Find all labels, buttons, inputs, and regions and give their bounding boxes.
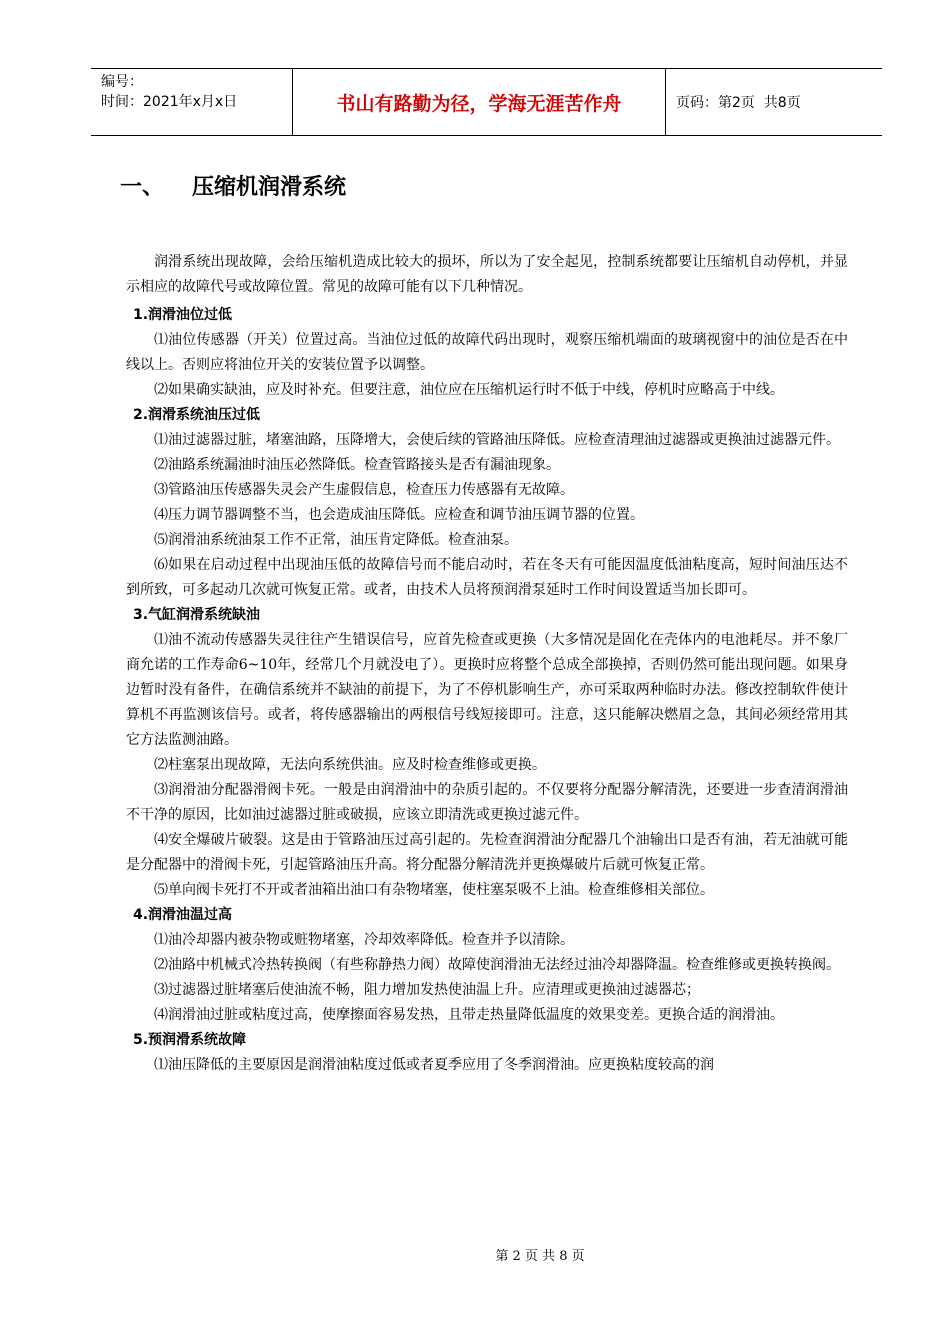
paragraph: ⑵油路中机械式冷热转换阀（有些称静热力阀）故障使润滑油无法经过油冷却器降温。检查维修或更换转换阀。 [154, 957, 840, 973]
paragraph: ⑸单向阀卡死打不开或者油箱出油口有杂物堵塞，使柱塞泵吸不上油。检查维修相关部位。 [154, 882, 714, 898]
paragraph: ⑵柱塞泵出现故障，无法向系统供油。应及时检查维修或更换。 [154, 757, 546, 773]
paragraph: ⑷润滑油过脏或粘度过高，使摩擦面容易发热，且带走热量降低温度的效果变差。更换合适的润滑油。 [154, 1007, 784, 1023]
paragraph: ⑴油冷却器内被杂物或赃物堵塞，冷却效率降低。检查并予以清除。 [154, 932, 574, 948]
paragraph: ⑷安全爆破片破裂。这是由于管路油压过高引起的。先检查润滑油分配器几个油输出口是否有油，若无油就可能是分配器中的滑阀卡死，引起管路油压升高。将分配器分解清洗并更换爆破片后就可恢复正常。 [126, 832, 848, 873]
section-title [120, 170, 346, 201]
header-motto: 书山有路勤为径，学海无涯苦作舟 [293, 69, 666, 135]
page-header [91, 68, 882, 136]
paragraph: ⑴油过滤器过脏，堵塞油路，压降增大，会使后续的管路油压降低。应检查清理油过滤器或更换油过滤器元件。 [154, 432, 840, 448]
page-footer: 第 2 页 共 8 页 [495, 1249, 585, 1264]
paragraph: ⑵如果确实缺油，应及时补充。但要注意，油位应在压缩机运行时不低于中线，停机时应略高于中线。 [154, 382, 784, 398]
subsection-heading: 1.润滑油位过低 [133, 307, 233, 323]
paragraph: ⑶润滑油分配器滑阀卡死。一般是由润滑油中的杂质引起的。不仅要将分配器分解清洗，还要进一步查清润滑油不干净的原因，比如油过滤器过脏或破损，应该立即清洗或更换过滤元件。 [126, 782, 848, 823]
subsection-heading: 3.气缸润滑系统缺油 [133, 607, 261, 623]
paragraph: ⑸润滑油系统油泵工作不正常，油压肯定降低。检查油泵。 [154, 532, 518, 548]
time-label: 时间：2021年x月x日 [101, 94, 238, 110]
intro-paragraph: 润滑系统出现故障，会给压缩机造成比较大的损坏，所以为了安全起见，控制系统都要让压缩机自动停机，并显示相应的故障代号或故障位置。常见的故障可能有以下几种情况。 [126, 254, 848, 295]
paragraph: ⑴油位传感器（开关）位置过高。当油位过低的故障代码出现时，观察压缩机端面的玻璃视窗中的油位是否在中线以上。否则应将油位开关的安装位置予以调整。 [126, 332, 848, 373]
subsection-heading: 5.预润滑系统故障 [133, 1032, 247, 1048]
section-title-text: 压缩机润滑系统 [192, 175, 347, 200]
number-label: 编号： [101, 74, 143, 90]
paragraph: ⑵油路系统漏油时油压必然降低。检查管路接头是否有漏油现象。 [154, 457, 560, 473]
header-page-info [666, 69, 882, 135]
paragraph: ⑴油压降低的主要原因是润滑油粘度过低或者夏季应用了冬季润滑油。应更换粘度较高的润 [154, 1057, 714, 1073]
paragraph: ⑷压力调节器调整不当，也会造成油压降低。应检查和调节油压调节器的位置。 [154, 507, 644, 523]
paragraph: ⑹如果在启动过程中出现油压低的故障信号而不能启动时，若在冬天有可能因温度低油粘度高，短时间油压达不到所致，可多起动几次就可恢复正常。或者，由技术人员将预润滑泵延时工作时间设置适当加长即可。 [126, 557, 848, 598]
subsection-heading: 4.润滑油温过高 [133, 907, 233, 923]
header-meta [91, 69, 293, 135]
paragraph: ⑴油不流动传感器失灵往往产生错误信号，应首先检查或更换（大多情况是固化在壳体内的电池耗尽。并不象厂商允诺的工作寿命6~10年，经常几个月就没电了）。更换时应将整个总成全部换掉，否则仍然可能出现问题。如果身边暂时没有备件，在确信系统并不缺油的前提下，为了不停机影响生产，亦可采取两种临时办法。修改控制软件使计算机不再监测该信号。或者，将传感器输出的两根信号线短接即可。注意，这只能解决燃眉之急，其间必须经常用其它方法监测油路。 [126, 632, 848, 748]
page-info-text: 页码：第2页 共8页 [676, 95, 801, 111]
section-title-number: 一、 [120, 175, 165, 200]
document-body [126, 250, 848, 1078]
subsection-heading: 2.润滑系统油压过低 [133, 407, 261, 423]
paragraph: ⑶过滤器过脏堵塞后使油流不畅，阻力增加发热使油温上升。应清理或更换油过滤器芯； [154, 982, 700, 998]
paragraph: ⑶管路油压传感器失灵会产生虚假信息，检查压力传感器有无故障。 [154, 482, 574, 498]
